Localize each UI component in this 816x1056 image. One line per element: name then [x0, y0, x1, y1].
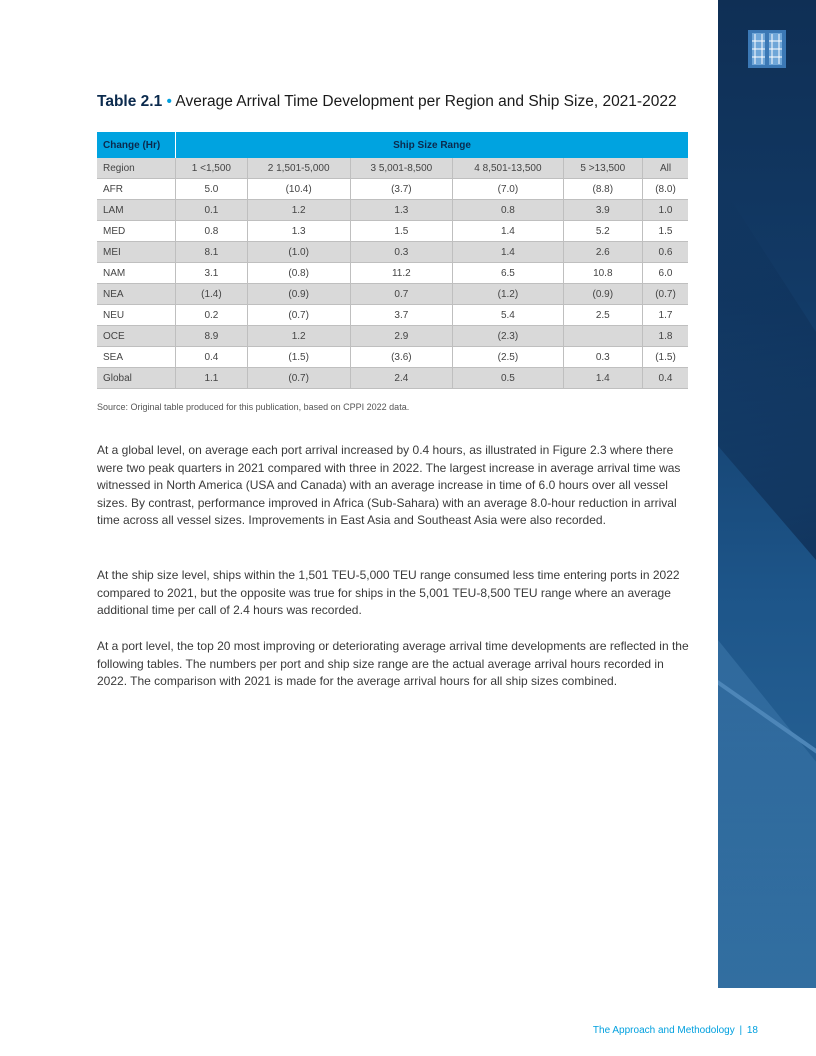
value-cell: 1.0 — [643, 200, 689, 221]
value-cell: (7.0) — [453, 179, 563, 200]
value-cell: 11.2 — [350, 263, 453, 284]
value-cell: 0.1 — [176, 200, 248, 221]
page-number: 18 — [746, 1025, 758, 1036]
region-cell: NEU — [97, 305, 176, 326]
value-cell: (1.4) — [176, 284, 248, 305]
value-cell: 0.8 — [453, 200, 563, 221]
value-cell: (0.7) — [247, 368, 350, 389]
value-cell: (0.8) — [247, 263, 350, 284]
column-header-row — [97, 158, 688, 179]
value-cell: (0.9) — [563, 284, 642, 305]
table-row — [97, 221, 688, 242]
value-cell: 0.3 — [563, 347, 642, 368]
table-row — [97, 368, 688, 389]
table-body — [97, 179, 688, 389]
value-cell: 6.0 — [643, 263, 689, 284]
value-cell: (1.5) — [247, 347, 350, 368]
col-header: All — [643, 158, 689, 179]
value-cell: 1.5 — [643, 221, 689, 242]
value-cell: 0.7 — [350, 284, 453, 305]
col-header: Region — [97, 158, 176, 179]
body-paragraph: At a global level, on average each port arrival increased by 0.4 hours, as illustrated in Figure 2.3 where there were two peak quarters in 2021 compared with three in 2022. The largest increase in average arrival time was witnessed in North America (USA and Canada) with an average increase in time of 6.0 hours over all vessel sizes. By contrast, performance improved in Africa (Sub-Sahara) with an average 8.0-hour reduction in arrival time across all vessel sizes. Improvements in East Asia and Southeast Asia were also recorded. — [97, 443, 681, 528]
value-cell: 5.4 — [453, 305, 563, 326]
value-cell: 3.7 — [350, 305, 453, 326]
value-cell: (1.0) — [247, 242, 350, 263]
region-cell: NEA — [97, 284, 176, 305]
header-change: Change (Hr) — [97, 132, 176, 158]
page-footer — [593, 1025, 758, 1036]
col-header: 1 <1,500 — [176, 158, 248, 179]
col-header: 4 8,501-13,500 — [453, 158, 563, 179]
table-row — [97, 326, 688, 347]
table-header-row — [97, 132, 688, 158]
value-cell: 1.2 — [247, 200, 350, 221]
value-cell: 0.5 — [453, 368, 563, 389]
header-ship-size-range: Ship Size Range — [176, 132, 689, 158]
value-cell: 1.7 — [643, 305, 689, 326]
table-number: Table 2.1 — [97, 93, 163, 110]
value-cell: (8.8) — [563, 179, 642, 200]
table-row — [97, 200, 688, 221]
region-cell: OCE — [97, 326, 176, 347]
value-cell: 2.5 — [563, 305, 642, 326]
value-cell: 2.4 — [350, 368, 453, 389]
decorative-side-band — [718, 0, 816, 988]
col-header: 5 >13,500 — [563, 158, 642, 179]
table-row — [97, 242, 688, 263]
value-cell: 1.4 — [453, 221, 563, 242]
value-cell: (8.0) — [643, 179, 689, 200]
footer-section: The Approach and Methodology — [592, 1025, 735, 1036]
table-row — [97, 179, 688, 200]
value-cell: 10.8 — [563, 263, 642, 284]
col-header: 3 5,001-8,500 — [350, 158, 453, 179]
title-bullet: • — [166, 93, 172, 110]
value-cell: (3.6) — [350, 347, 453, 368]
value-cell: 2.9 — [350, 326, 453, 347]
value-cell: (10.4) — [247, 179, 350, 200]
region-cell: MEI — [97, 242, 176, 263]
region-cell: NAM — [97, 263, 176, 284]
value-cell: 1.8 — [643, 326, 689, 347]
value-cell: 1.5 — [350, 221, 453, 242]
table-title-text: Average Arrival Time Development per Region and Ship Size, 2021-2022 — [175, 93, 677, 110]
body-paragraph: At a port level, the top 20 most improving or deteriorating average arrival time developments are reflected in the following tables. The numbers per port and ship size range are the actual average arrival hours recorded in 2022. The comparison with 2021 is made for the average arrival hours for all ship sizes combined. — [97, 639, 689, 689]
footer-separator: | — [739, 1025, 743, 1036]
table-row — [97, 263, 688, 284]
value-cell: 0.2 — [176, 305, 248, 326]
value-cell: 3.1 — [176, 263, 248, 284]
value-cell: 1.2 — [247, 326, 350, 347]
value-cell: 3.9 — [563, 200, 642, 221]
region-cell: LAM — [97, 200, 176, 221]
region-cell: SEA — [97, 347, 176, 368]
value-cell: 1.3 — [350, 200, 453, 221]
value-cell: (3.7) — [350, 179, 453, 200]
band-shade-top — [718, 180, 816, 560]
value-cell: 5.0 — [176, 179, 248, 200]
table-row — [97, 284, 688, 305]
value-cell: (0.7) — [643, 284, 689, 305]
value-cell: 8.9 — [176, 326, 248, 347]
col-header: 2 1,501-5,000 — [247, 158, 350, 179]
value-cell: 0.4 — [643, 368, 689, 389]
value-cell: (1.5) — [643, 347, 689, 368]
value-cell: 1.4 — [563, 368, 642, 389]
value-cell: 5.2 — [563, 221, 642, 242]
value-cell: 2.6 — [563, 242, 642, 263]
value-cell: 0.6 — [643, 242, 689, 263]
value-cell: (2.3) — [453, 326, 563, 347]
value-cell: 8.1 — [176, 242, 248, 263]
value-cell: (0.9) — [247, 284, 350, 305]
region-cell: AFR — [97, 179, 176, 200]
source-note: Source: Original table produced for this publication, based on CPPI 2022 data. — [97, 402, 410, 412]
value-cell: 1.1 — [176, 368, 248, 389]
arrival-time-table — [97, 132, 688, 389]
value-cell: 6.5 — [453, 263, 563, 284]
value-cell: 1.3 — [247, 221, 350, 242]
logo-icon — [748, 30, 786, 68]
value-cell: 1.4 — [453, 242, 563, 263]
table-row — [97, 347, 688, 368]
region-cell: MED — [97, 221, 176, 242]
body-paragraph: At the ship size level, ships within the 1,501 TEU-5,000 TEU range consumed less time entering ports in 2022 compared to 2021, but the opposite was true for ships in the 5,001 TEU-8,500 TEU range where an average additional time per call of 2.4 hours was recorded. — [97, 568, 680, 618]
value-cell: 0.3 — [350, 242, 453, 263]
value-cell: (1.2) — [453, 284, 563, 305]
value-cell: (0.7) — [247, 305, 350, 326]
value-cell: 0.4 — [176, 347, 248, 368]
region-cell: Global — [97, 368, 176, 389]
value-cell: 0.8 — [176, 221, 248, 242]
table-title — [97, 93, 697, 111]
table-row — [97, 305, 688, 326]
value-cell — [563, 326, 642, 347]
value-cell: (2.5) — [453, 347, 563, 368]
